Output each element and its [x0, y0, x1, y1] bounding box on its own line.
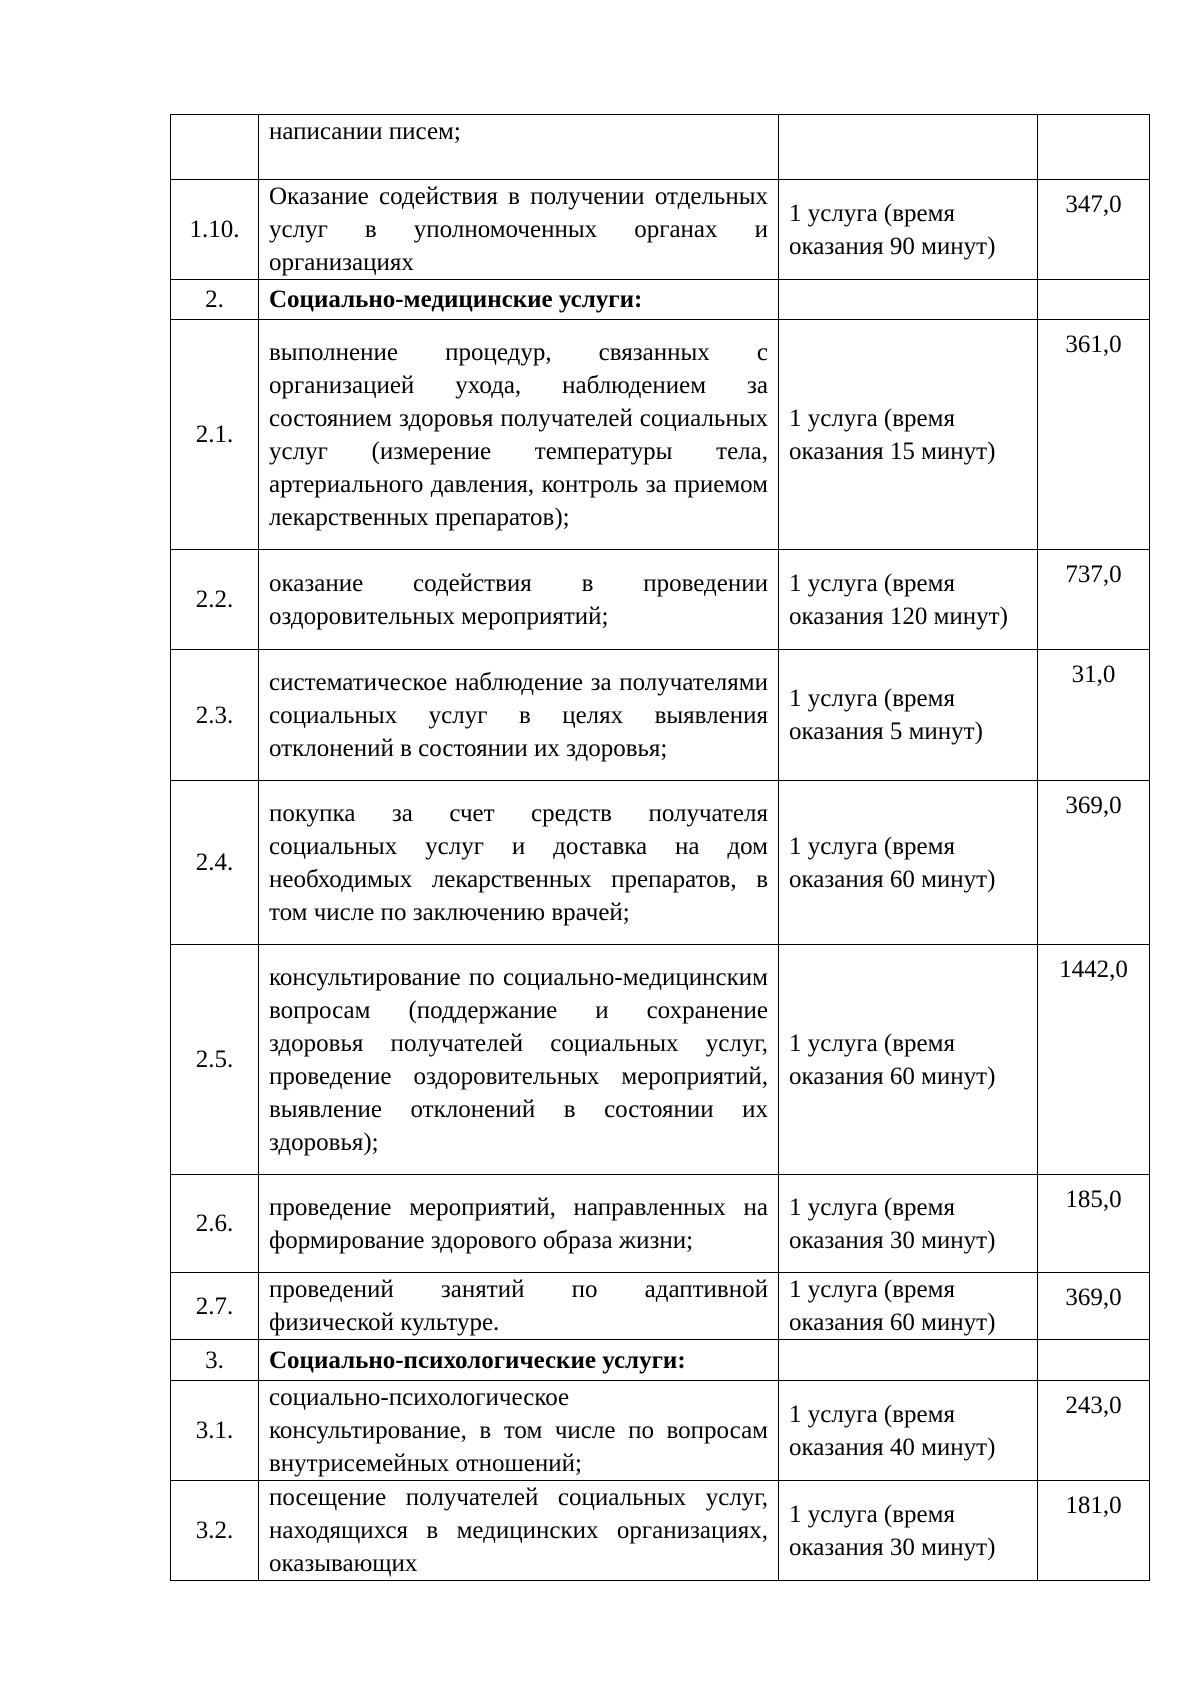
service-price: [1038, 115, 1150, 180]
row-number: 3.2.: [171, 1481, 259, 1581]
service-description: покупка за счет средств получателя социальных услуг и доставка на дом необходимых лекарственных препаратов, в том числе по заключению врачей;: [259, 781, 779, 945]
service-price: 369,0: [1038, 781, 1150, 945]
table-row: [171, 115, 1150, 180]
service-description: социально-психологическое консультирование, в том числе по вопросам внутрисемейных отношений;: [259, 1381, 779, 1481]
service-description: систематическое наблюдение за получателями социальных услуг в целях выявления отклонений в состоянии их здоровья;: [259, 650, 779, 781]
section-title: Социально-психологические услуги:: [259, 1340, 779, 1381]
section-number: 2.: [171, 280, 259, 320]
service-price: 737,0: [1038, 550, 1150, 650]
row-number: 2.1.: [171, 320, 259, 550]
service-unit: 1 услуга (время оказания 5 минут): [779, 650, 1038, 781]
section-header-row: [171, 1340, 1150, 1381]
service-unit: 1 услуга (время оказания 40 минут): [779, 1381, 1038, 1481]
section-number: 3.: [171, 1340, 259, 1381]
services-tariff-table: [170, 114, 1150, 1581]
table-row: [171, 1175, 1150, 1273]
section-header-row: [171, 280, 1150, 320]
row-number: 2.3.: [171, 650, 259, 781]
service-unit: [779, 115, 1038, 180]
service-description: проведение мероприятий, направленных на формирование здорового образа жизни;: [259, 1175, 779, 1273]
row-number: 2.7.: [171, 1273, 259, 1340]
service-unit: 1 услуга (время оказания 90 минут): [779, 180, 1038, 280]
service-price: [1038, 280, 1150, 320]
service-unit: 1 услуга (время оказания 60 минут): [779, 1273, 1038, 1340]
service-price: 1442,0: [1038, 945, 1150, 1175]
service-description: консультирование по социально-медицинским вопросам (поддержание и сохранение здоровья получателей социальных услуг, проведение оздоровительных мероприятий, выявление отклонений в состоянии их здоровья);: [259, 945, 779, 1175]
table-row: [171, 1481, 1150, 1581]
service-unit: 1 услуга (время оказания 120 минут): [779, 550, 1038, 650]
service-unit: 1 услуга (время оказания 30 минут): [779, 1175, 1038, 1273]
table-row: [171, 1273, 1150, 1340]
table-row: [171, 781, 1150, 945]
service-price: [1038, 1340, 1150, 1381]
table-row: [171, 320, 1150, 550]
service-description: написании писем;: [259, 115, 779, 180]
row-number: 2.2.: [171, 550, 259, 650]
service-description: Оказание содействия в получении отдельных услуг в уполномоченных органах и организациях: [259, 180, 779, 280]
section-title: Социально-медицинские услуги:: [259, 280, 779, 320]
row-number: 2.4.: [171, 781, 259, 945]
service-description: выполнение процедур, связанных с организацией ухода, наблюдением за состоянием здоровья получателей социальных услуг (измерение температуры тела, артериального давления, контроль за приемом лекарственных препаратов);: [259, 320, 779, 550]
table-row: [171, 180, 1150, 280]
row-number: 2.5.: [171, 945, 259, 1175]
service-description: оказание содействия в проведении оздоровительных мероприятий;: [259, 550, 779, 650]
service-unit: [779, 1340, 1038, 1381]
table-row: [171, 550, 1150, 650]
service-price: 243,0: [1038, 1381, 1150, 1481]
row-number: 3.1.: [171, 1381, 259, 1481]
service-description: проведений занятий по адаптивной физической культуре.: [259, 1273, 779, 1340]
service-unit: 1 услуга (время оказания 60 минут): [779, 945, 1038, 1175]
row-number: [171, 115, 259, 180]
service-price: 185,0: [1038, 1175, 1150, 1273]
service-price: 347,0: [1038, 180, 1150, 280]
service-unit: [779, 280, 1038, 320]
table-row: [171, 1381, 1150, 1481]
table-row: [171, 650, 1150, 781]
service-price: 181,0: [1038, 1481, 1150, 1581]
service-price: 361,0: [1038, 320, 1150, 550]
service-description: посещение получателей социальных услуг, находящихся в медицинских организациях, оказывающих: [259, 1481, 779, 1581]
table-row: [171, 945, 1150, 1175]
service-price: 369,0: [1038, 1273, 1150, 1340]
row-number: 1.10.: [171, 180, 259, 280]
service-price: 31,0: [1038, 650, 1150, 781]
service-unit: 1 услуга (время оказания 15 минут): [779, 320, 1038, 550]
service-unit: 1 услуга (время оказания 30 минут): [779, 1481, 1038, 1581]
row-number: 2.6.: [171, 1175, 259, 1273]
service-unit: 1 услуга (время оказания 60 минут): [779, 781, 1038, 945]
